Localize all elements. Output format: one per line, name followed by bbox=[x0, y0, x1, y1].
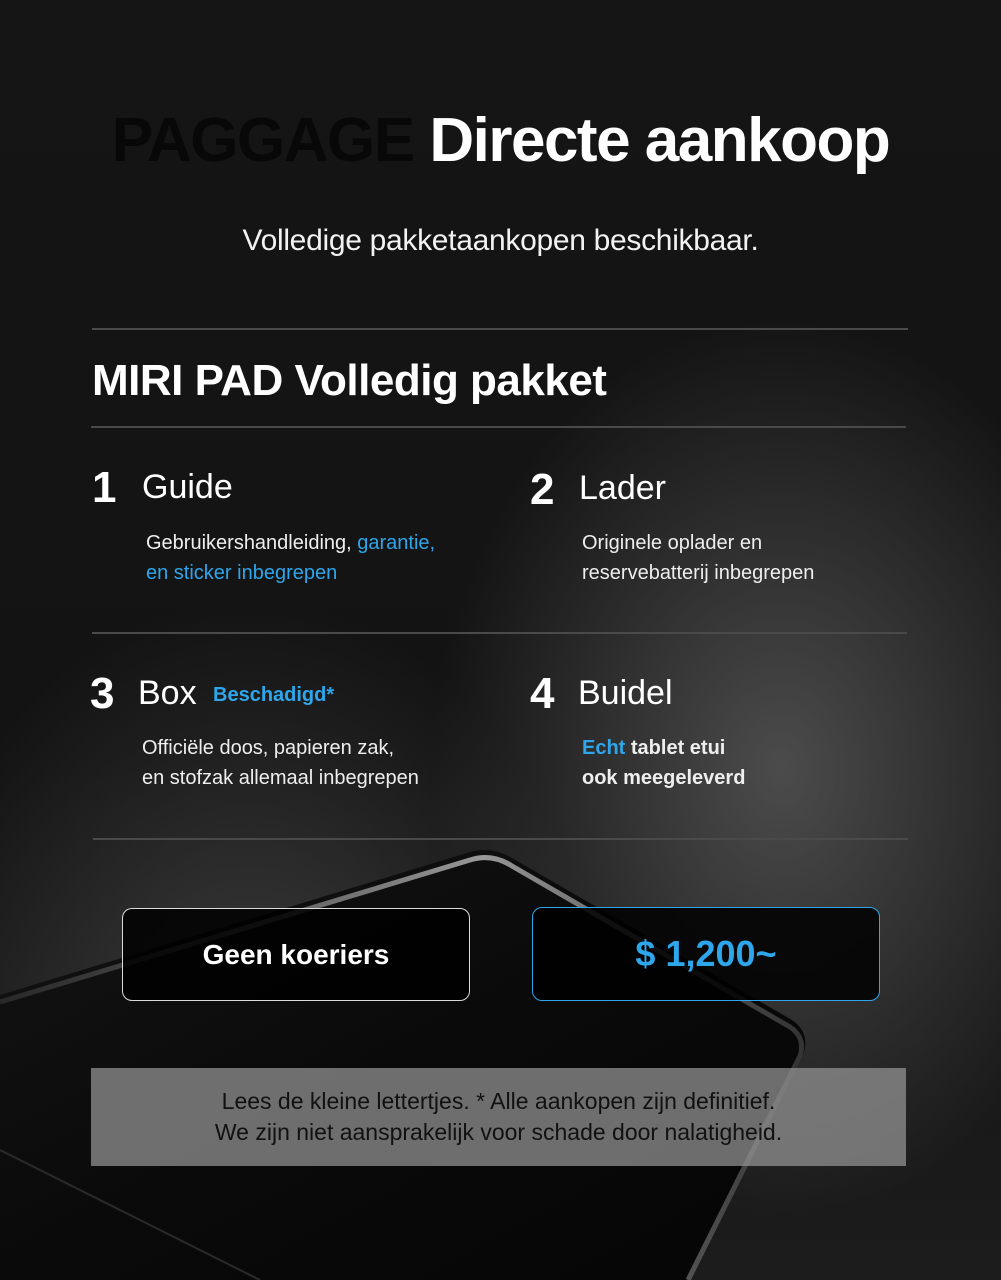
divider-bottom bbox=[93, 838, 908, 840]
page-headline bbox=[0, 104, 1001, 178]
brand-name: PAGGAGE bbox=[111, 106, 414, 175]
item-desc-guide-highlight: garantie, bbox=[357, 532, 436, 554]
item-tag-damaged: Beschadigd* bbox=[213, 684, 335, 706]
no-courier-label: Geen koeriers bbox=[202, 938, 390, 970]
item-desc-box-line1: Officiële doos, papieren zak, bbox=[142, 737, 395, 759]
price-button[interactable] bbox=[532, 907, 880, 1001]
item-name-box: Box bbox=[138, 674, 197, 712]
item-desc-pouch-highlight: Echt bbox=[582, 737, 626, 759]
item-desc-guide-text: Gebruikershandleiding, bbox=[146, 532, 358, 554]
item-desc-box-line2: en stofzak allemaal inbegrepen bbox=[142, 767, 419, 789]
price-label: $ 1,200~ bbox=[635, 933, 777, 974]
no-courier-button[interactable] bbox=[122, 908, 470, 1001]
divider-top bbox=[92, 328, 908, 330]
item-desc-charger-line2: reservebatterij inbegrepen bbox=[582, 562, 815, 584]
fine-print-line2: We zijn niet aansprakelijk voor schade door nalatigheid. bbox=[214, 1119, 783, 1145]
divider-title bbox=[91, 426, 906, 428]
item-number-guide: 1 bbox=[92, 463, 117, 512]
item-desc-pouch-text: tablet etui bbox=[625, 737, 726, 759]
item-number-charger: 2 bbox=[530, 465, 555, 514]
item-number-box: 3 bbox=[90, 669, 115, 718]
page-title: Directe aankoop bbox=[429, 106, 890, 175]
item-name-pouch: Buidel bbox=[578, 674, 673, 712]
item-desc-box bbox=[142, 733, 419, 793]
package-title: MIRI PAD Volledig pakket bbox=[92, 356, 607, 405]
item-name-guide: Guide bbox=[142, 468, 233, 506]
item-desc-guide-highlight-2: en sticker inbegrepen bbox=[146, 562, 338, 584]
item-name-charger: Lader bbox=[579, 469, 666, 507]
divider-middle bbox=[92, 632, 907, 634]
item-number-pouch: 4 bbox=[530, 669, 555, 718]
page-subtitle: Volledige pakketaankopen beschikbaar. bbox=[242, 224, 759, 257]
item-desc-guide bbox=[146, 528, 435, 588]
item-desc-charger-line1: Originele oplader en bbox=[582, 532, 763, 554]
fine-print-notice bbox=[91, 1068, 906, 1166]
item-desc-charger bbox=[582, 528, 814, 588]
item-desc-pouch-line2: ook meegeleverd bbox=[582, 767, 746, 789]
fine-print-line1: Lees de kleine lettertjes. * Alle aankopen zijn definitief. bbox=[221, 1088, 776, 1114]
item-desc-pouch bbox=[582, 733, 745, 793]
